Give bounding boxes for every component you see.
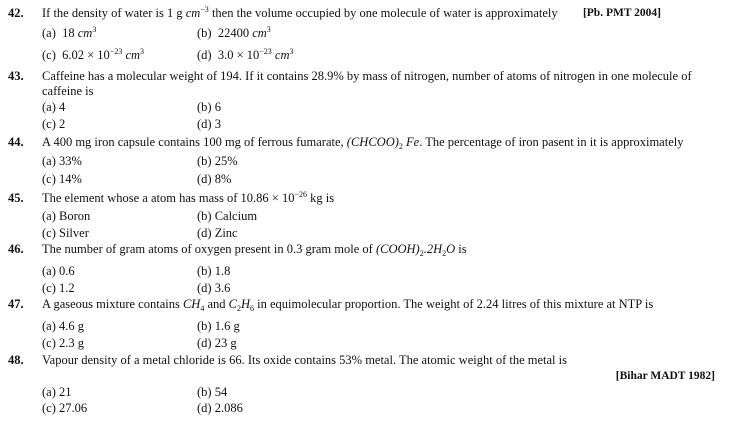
question-number: 47.: [8, 297, 24, 311]
option-d[interactable]: (d) 3: [197, 117, 221, 131]
question-number: 46.: [8, 242, 24, 256]
option-c[interactable]: (c) 14%: [42, 172, 82, 186]
source-tag: [Bihar MADT 1982]: [615, 370, 715, 382]
option-a[interactable]: (a) Boron: [42, 209, 91, 223]
option-b[interactable]: (b) 6: [197, 100, 221, 114]
option-b[interactable]: (b) 25%: [197, 154, 238, 168]
option-b[interactable]: (b) Calcium: [197, 209, 258, 223]
option-c[interactable]: (c) 27.06: [42, 401, 88, 415]
option-c[interactable]: (c) 1.2: [42, 281, 75, 295]
question-number: 48.: [8, 353, 24, 367]
question-text: A gaseous mixture contains $CH_4$ and $C_2H_6$ in equimolecular proportion. The weight of 2.24 litres of this mixture at NTP is: [42, 297, 654, 313]
question-text: A 400 mg iron capsule contains 100 mg of ferrous fumarate, $(CHCOO)_2$ Fe. The percentage of iron pasent in it is approximately: [42, 135, 684, 151]
option-d[interactable]: (d) Zinc: [197, 226, 238, 240]
option-a[interactable]: (a) 33%: [42, 154, 82, 168]
option-d[interactable]: (d) 3.6: [197, 281, 231, 295]
option-b[interactable]: (b) 22400 $cm^3$: [197, 25, 271, 40]
question-text: Caffeine has a molecular weight of 194. If it contains 28.9% by mass of nitrogen, number of atoms of nitrogen in one molecule of caffeine is: [42, 69, 692, 98]
question-number: 42.: [8, 6, 24, 20]
option-b[interactable]: (b) 1.6 g: [197, 319, 240, 333]
question-text: The number of gram atoms of oxygen present in 0.3 gram mole of $(COOH)_2.2H_2O$ is: [42, 242, 467, 258]
option-a[interactable]: (a) 4: [42, 100, 66, 114]
option-a[interactable]: (a) 0.6: [42, 264, 75, 278]
question-text: If the density of water is 1 g $cm^{-3}$ then the volume occupied by one molecule of water is approximately: [42, 5, 558, 20]
option-d[interactable]: (d) $3.0 \times 10^{-23}$ $cm^3$: [197, 47, 294, 62]
option-b[interactable]: (b) 1.8: [197, 264, 231, 278]
question-number: 43.: [8, 69, 24, 83]
source-tag: [Pb. PMT 2004]: [582, 7, 661, 19]
option-c[interactable]: (c) 2.3 g: [42, 336, 84, 350]
option-a[interactable]: (a) 21: [42, 385, 72, 399]
question-number: 45.: [8, 191, 24, 205]
option-d[interactable]: (d) 23 g: [197, 336, 237, 350]
option-c[interactable]: (c) Silver: [42, 226, 89, 240]
option-b[interactable]: (b) 54: [197, 385, 228, 399]
question-text: Vapour density of a metal chloride is 66. Its oxide contains 53% metal. The atomic weight of the metal is: [42, 353, 567, 367]
question-number: 44.: [8, 135, 24, 149]
option-d[interactable]: (d) 2.086: [197, 401, 243, 415]
option-a[interactable]: (a) 18 $cm^3$: [42, 25, 97, 40]
option-a[interactable]: (a) 4.6 g: [42, 319, 84, 333]
question-text: The element whose a atom has mass of $10.86 \times 10^{-26}$ kg is: [42, 190, 335, 205]
option-c[interactable]: (c) $6.02 \times 10^{-23}$ $cm^3$: [42, 47, 145, 62]
option-d[interactable]: (d) 8%: [197, 172, 232, 186]
option-c[interactable]: (c) 2: [42, 117, 66, 131]
